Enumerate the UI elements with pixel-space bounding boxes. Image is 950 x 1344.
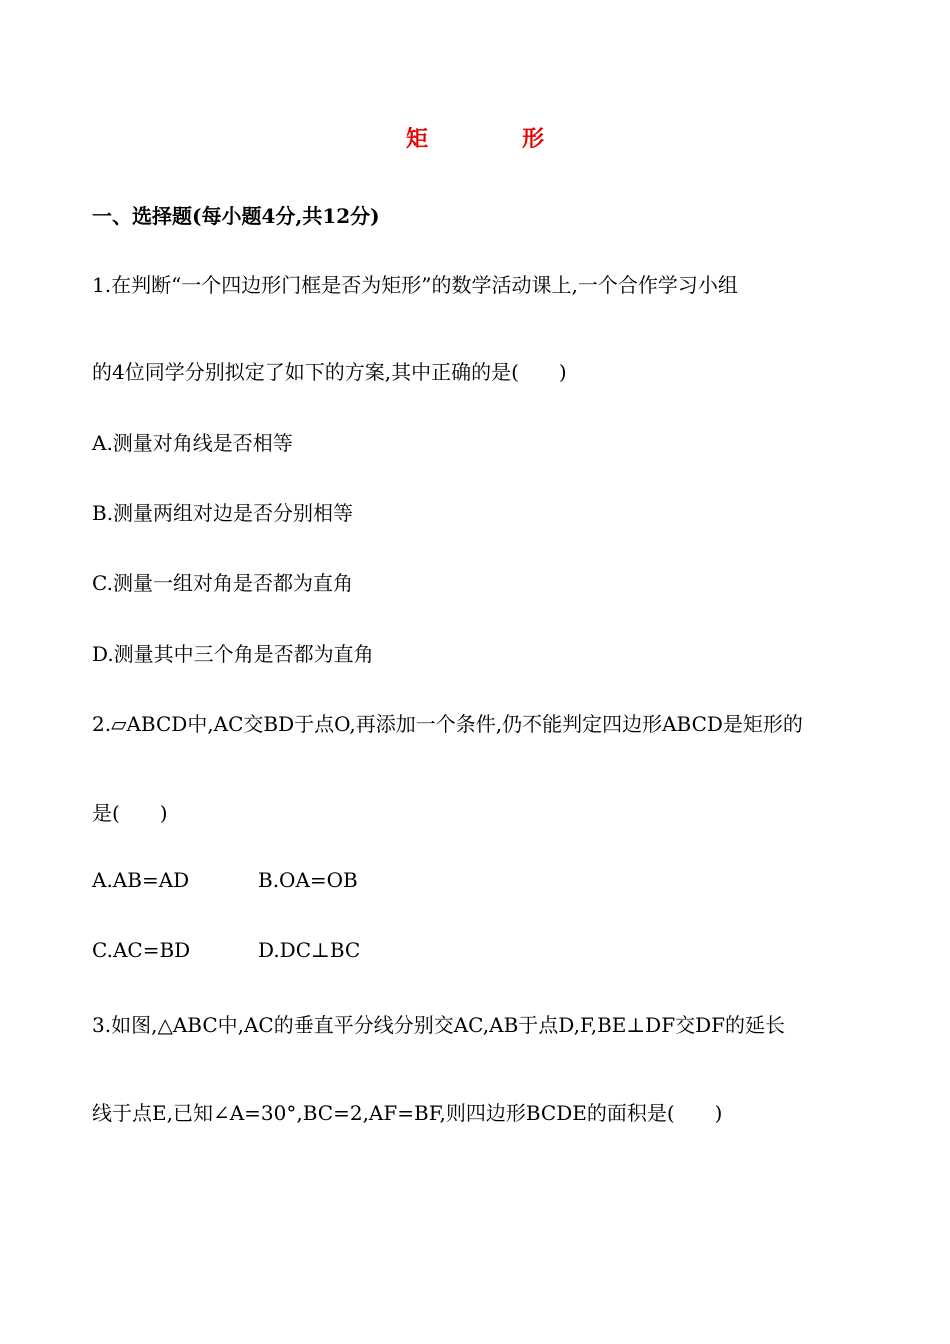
section-header: 一、选择题(每小题4分,共12分)	[92, 204, 380, 228]
question-2-line-2: 是( )	[92, 801, 168, 825]
question-1-option-b: B.测量两组对边是否分别相等	[92, 501, 354, 525]
question-2-option-d: D.DC⊥BC	[258, 938, 361, 962]
question-3-line-1: 3.如图,△ABC中,AC的垂直平分线分别交AC,AB于点D,F,BE⊥DF交DF的延长	[92, 1013, 785, 1037]
question-1-option-c: C.测量一组对角是否都为直角	[92, 571, 353, 595]
question-2-option-a: A.AB=AD	[92, 868, 190, 892]
question-2-line-1: 2.▱ABCD中,AC交BD于点O,再添加一个条件,仍不能判定四边形ABCD是矩形的	[92, 712, 803, 736]
question-1-line-1: 1.在判断“一个四边形门框是否为矩形”的数学活动课上,一个合作学习小组	[92, 273, 738, 297]
question-1-option-d: D.测量其中三个角是否都为直角	[92, 642, 374, 666]
question-3-line-2: 线于点E,已知∠A=30°,BC=2,AF=BF,则四边形BCDE的面积是( )	[92, 1101, 723, 1125]
question-1-option-a: A.测量对角线是否相等	[92, 431, 293, 455]
page-title: 矩 形	[405, 126, 580, 152]
question-2-option-c: C.AC=BD	[92, 938, 191, 962]
question-1-line-2: 的4位同学分别拟定了如下的方案,其中正确的是( )	[92, 360, 567, 384]
question-2-option-b: B.OA=OB	[258, 868, 358, 892]
